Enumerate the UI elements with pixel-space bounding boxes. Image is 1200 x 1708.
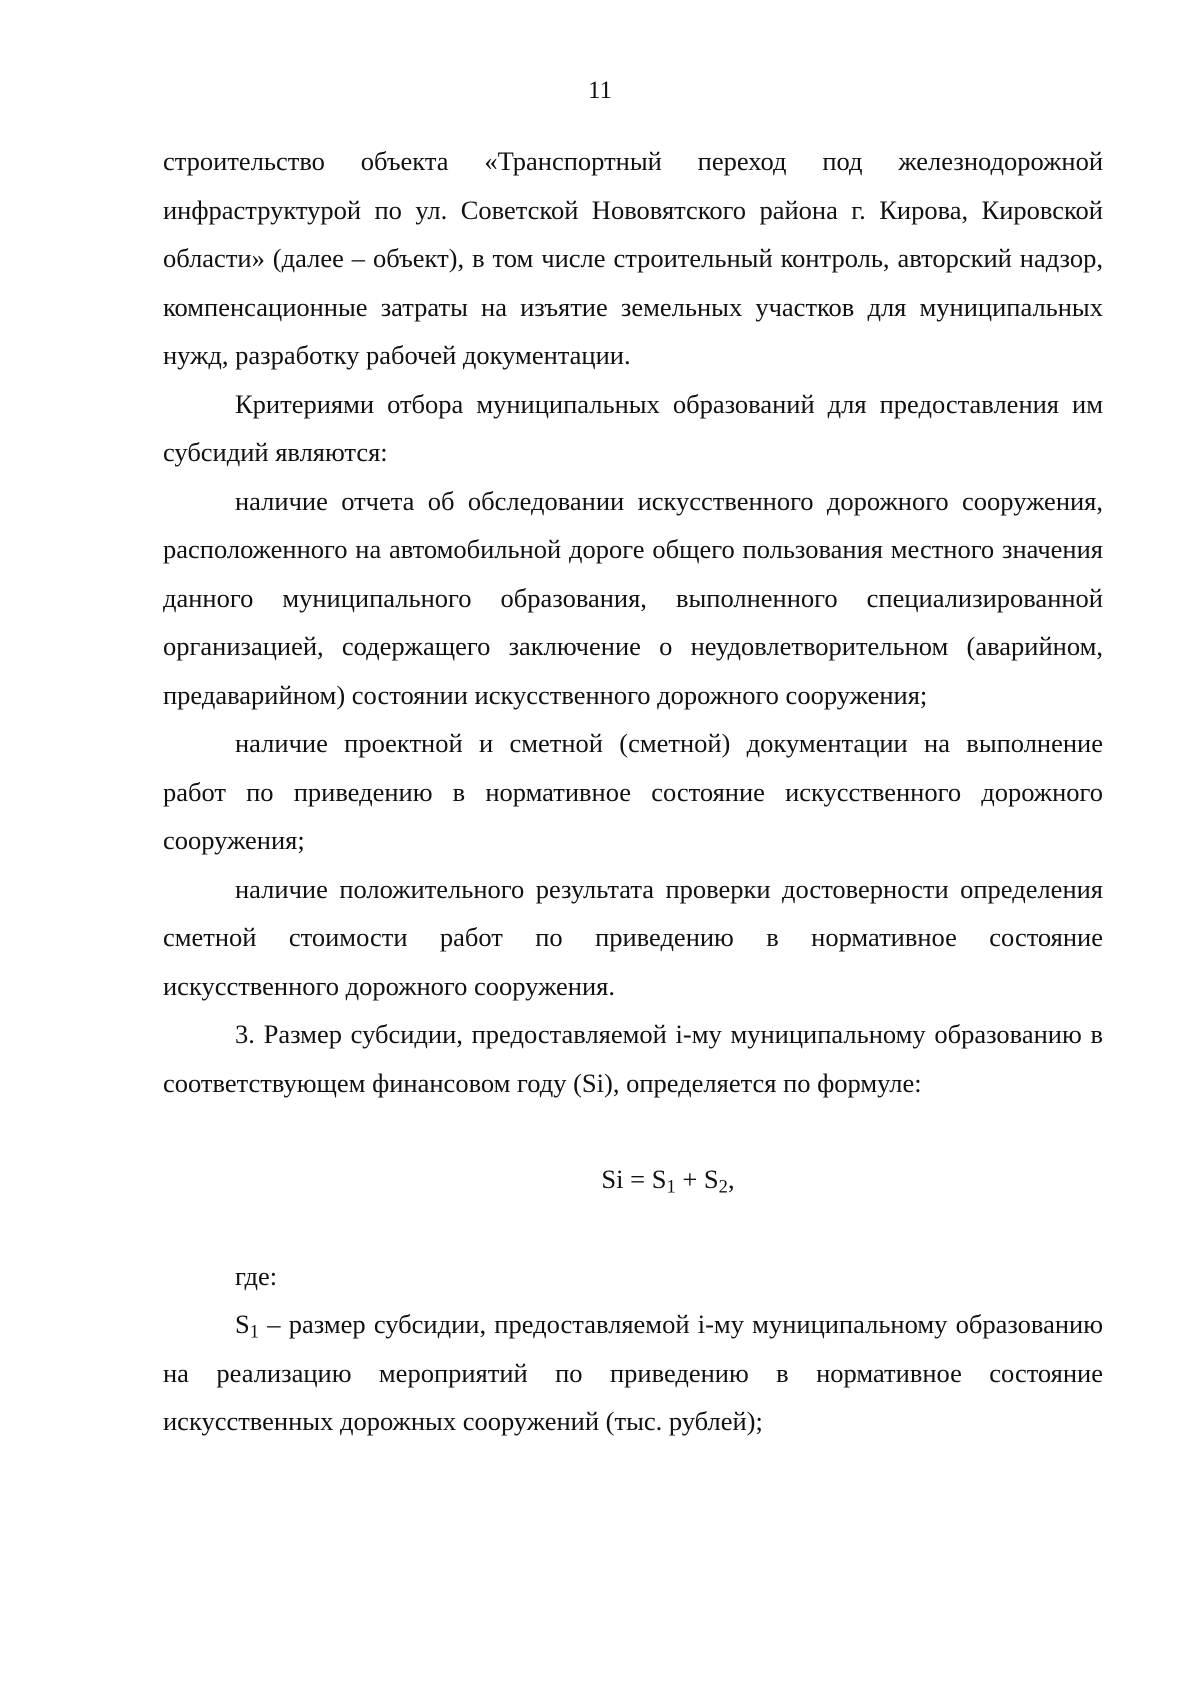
paragraph-selection-criteria: Критериями отбора муниципальных образований для предоставления им субсидий являются: [163,388,1103,467]
paragraph-criterion-inspection-report: наличие отчета об обследовании искусственного дорожного сооружения, расположенного на автомобильной дороге общего пользования местного значения данного муниципального образования, выполненного специализированной организацией, содержащего заключение о неудовлетворительном (аварийном, предаварийном) состоянии искусственного дорожного сооружения; [163,485,1103,710]
formula-lhs: Si = S [601,1164,667,1194]
paragraph-s1-definition [163,1300,1103,1446]
s1-definition-text: – размер субсидии, предоставляемой i-му муниципальному образованию на реализацию мероприятий по приведению в нормативное состояние искусственных дорожных сооружений (тыс. рублей); [163,1309,1103,1436]
formula [163,1155,1103,1204]
paragraph-subsidy-size: 3. Размер субсидии, предоставляемой i-му муниципальному образованию в соответствующем финансовом году (Si), определяется по формуле: [163,1019,1103,1098]
where-label: где: [235,1260,278,1291]
paragraph-object-description: строительство объекта «Транспортный переход под железнодорожной инфраструктурой по ул. Советской Нововятского района г. Кирова, Кировской области» (далее – объект), в том числе строительный контроль, авторский надзор, компенсационные затраты на изъятие земельных участков для муниципальных нужд, разработку рабочей документации. [163,146,1103,370]
s1-subscript: 1 [249,1321,260,1343]
formula-plus: + S [675,1164,719,1194]
document-body [163,137,1103,1446]
paragraph-criterion-project-documentation: наличие проектной и сметной (сметной) документации на выполнение работ по приведению в нормативное состояние искусственного дорожного сооружения; [163,728,1103,855]
paragraph-criterion-cost-verification: наличие положительного результата проверки достоверности определения сметной стоимости работ по приведению в нормативное состояние искусственного дорожного сооружения. [163,873,1103,1001]
formula-subscript-1: 1 [666,1176,676,1198]
s1-symbol: S [235,1309,250,1339]
page-number: 11 [587,77,613,104]
formula-tail: , [727,1164,735,1194]
formula-subscript-2: 2 [718,1176,728,1198]
